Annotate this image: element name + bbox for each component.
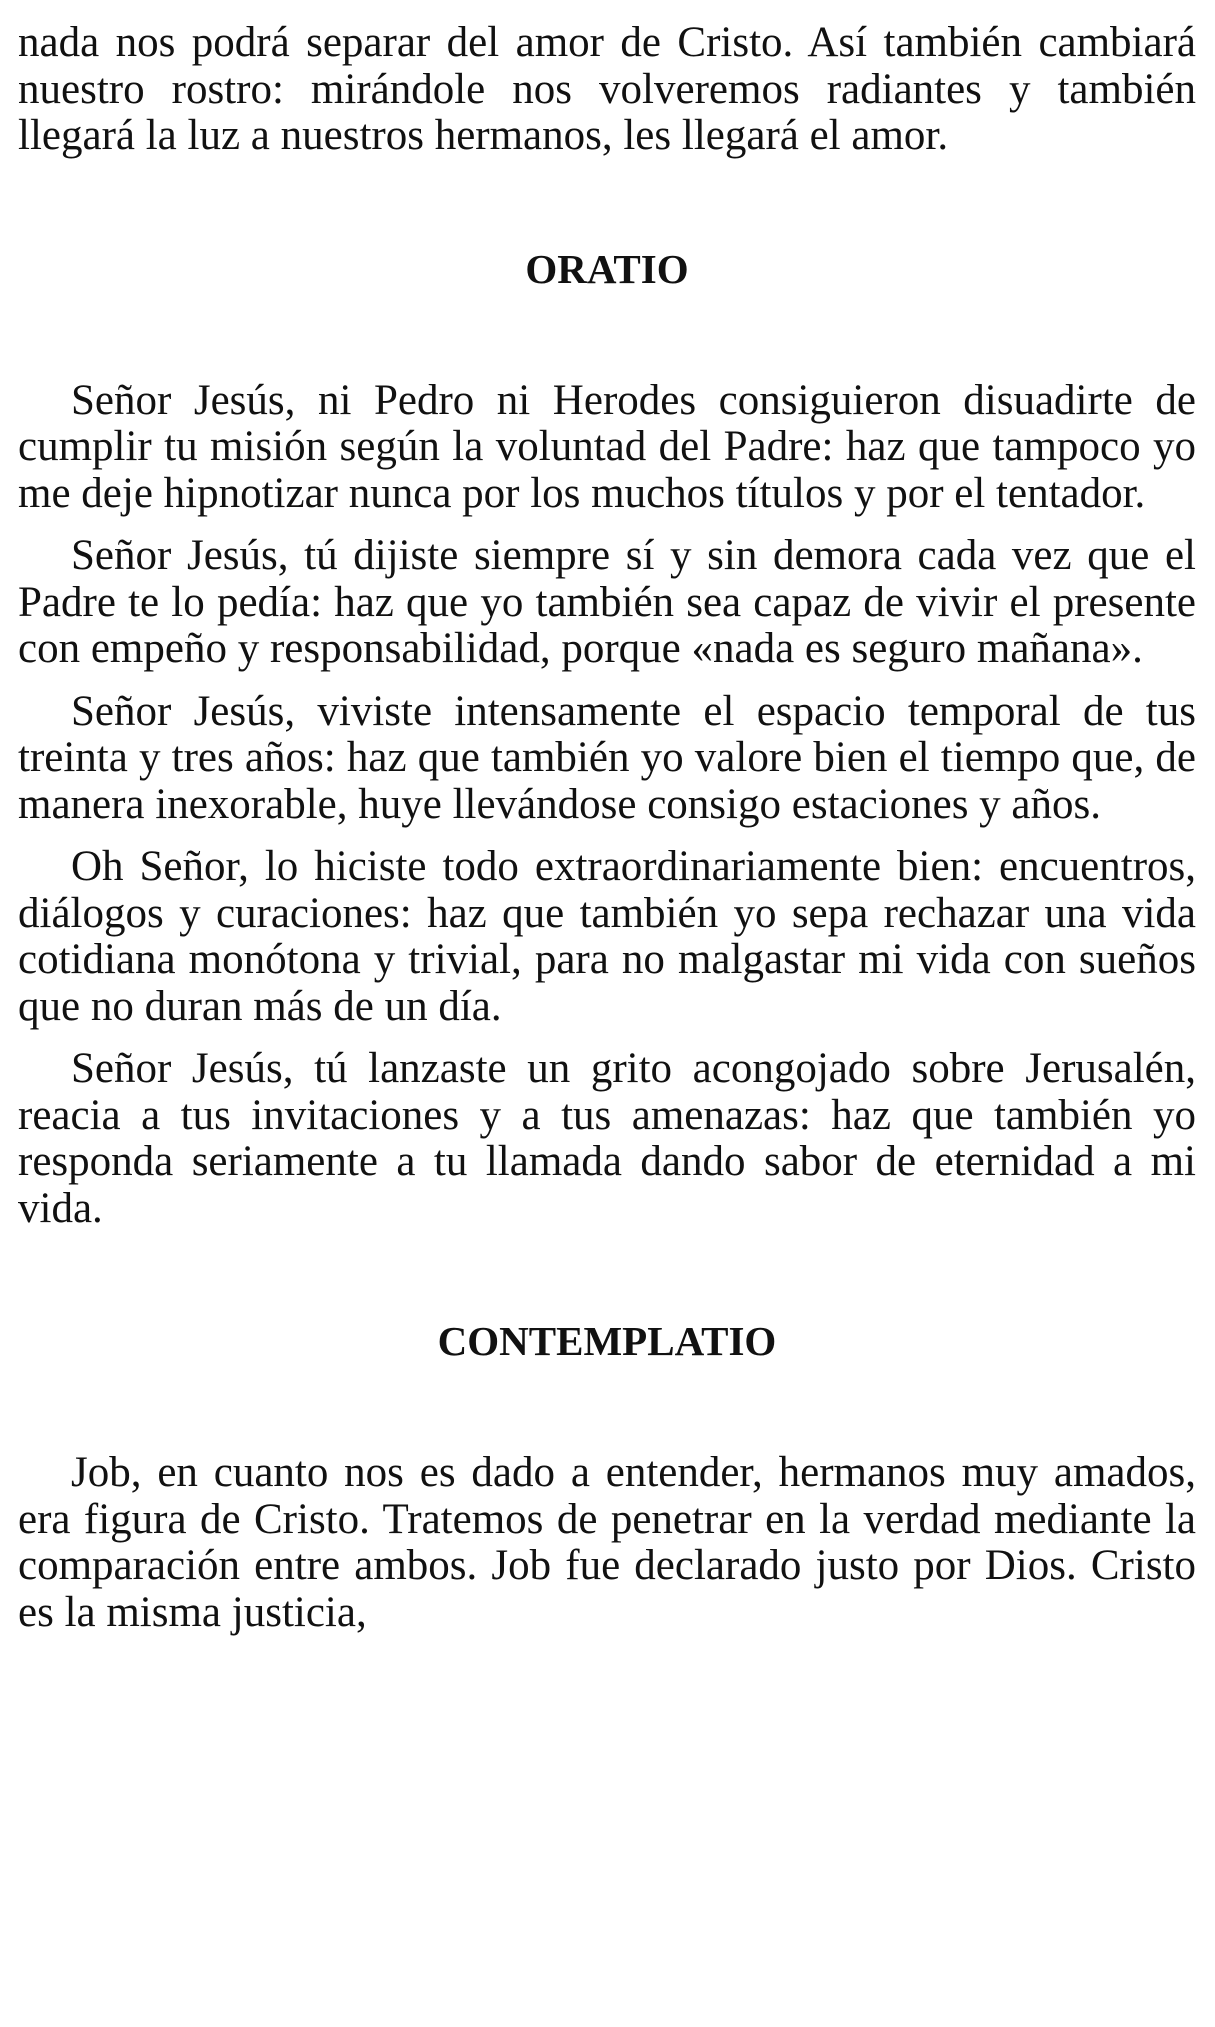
oratio-heading: ORATIO xyxy=(525,245,689,292)
oratio-paragraph-4: Oh Señor, lo hiciste todo extraordinariamente bien: encuentros, diálogos y curaciones: haz que también yo sepa rechazar una vida cotidiana monótona y trivial, para no malgastar mi vida con sueños que no duran más de un día. xyxy=(18,843,1196,1030)
contemplatio-paragraph-1: Job, en cuanto nos es dado a entender, hermanos muy amados, era figura de Cristo. Tratemos de penetrar en la verdad mediante la comparación entre ambos. Job fue declarado justo por Dios. Cristo es la misma justicia, xyxy=(18,1449,1196,1636)
oratio-paragraph-1: Señor Jesús, ni Pedro ni Herodes consiguieron disuadirte de cumplir tu misión según la voluntad del Padre: haz que tampoco yo me deje hipnotizar nunca por los muchos títulos y por el tentador. xyxy=(18,376,1196,517)
oratio-paragraph-3: Señor Jesús, viviste intensamente el espacio temporal de tus treinta y tres años: haz que también yo valore bien el tiempo que, de manera inexorable, huye llevándose consigo estaciones y años. xyxy=(18,687,1196,828)
book-page xyxy=(18,20,1196,1636)
intro-paragraph: nada nos podrá separar del amor de Cristo. Así también cambiará nuestro rostro: mirándole nos volveremos radiantes y también llegará la luz a nuestros hermanos, les llegará el amor. xyxy=(18,19,1196,159)
oratio-paragraph-5: Señor Jesús, tú lanzaste un grito acongojado sobre Jerusalén, reacia a tus invitaciones y a tus amenazas: haz que también yo responda seriamente a tu llamada dando sabor de eternidad a mi vida. xyxy=(18,1045,1196,1232)
contemplatio-heading: CONTEMPLATIO xyxy=(437,1318,777,1364)
oratio-paragraph-2: Señor Jesús, tú dijiste siempre sí y sin demora cada vez que el Padre te lo pedía: haz que yo también sea capaz de vivir el presente con empeño y responsabilidad, porque «nada es seguro mañana». xyxy=(18,532,1196,672)
